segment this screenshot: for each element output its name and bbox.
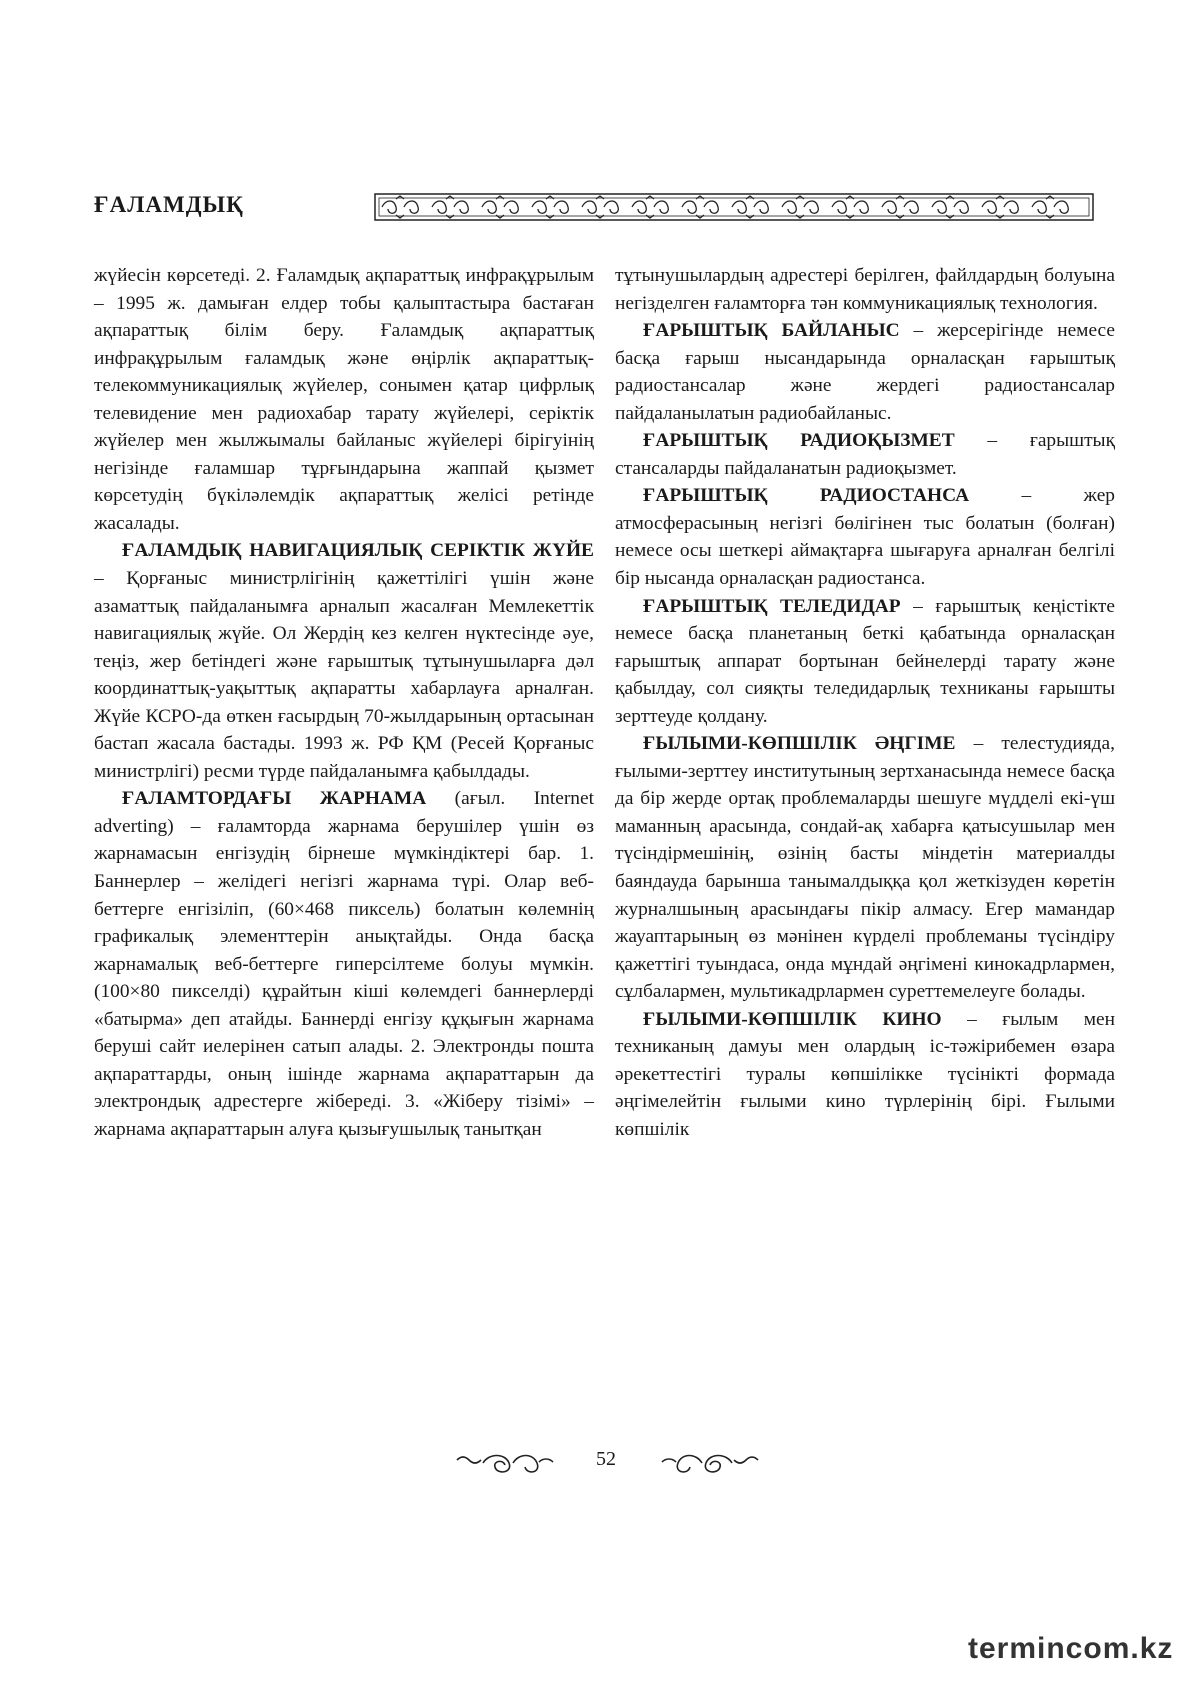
page-number: 52 [596,1448,616,1470]
entry-text: – ғылым мен техниканың дамуы мен олардың іс-тәжірибемен өзара әрекеттестігі туралы көпшілікке түсінікті формада әңгімелейтін ғылыми кино түрлерінің бірі. Ғылыми көпшілік [615,1008,1115,1140]
entry-text: жүйесін көрсетеді. 2. Ғаламдық ақпараттық инфрақұрылым – 1995 ж. дамыған елдер тобы қалыптастыра бастаған ақпараттық білім беру. Ғаламдық ақпараттық инфрақұрылым ғаламдық және өңірлік ақпараттық-телекоммуникациялық жүйелер, сонымен қатар цифрлық телевидение мен радиохабар тарату жүйелері, серіктік жүйелер мен жылжымалы байланыс жүйелері бірігуінің негізінде ғаламшар тұрғындарына жаппай қызмет көрсетудің бүкіләлемдік ақпараттық желісі ретінде жасалады. [94,265,594,534]
paragraph [615,730,1115,1005]
entry-text: – ғарыштық стансаларды пайдаланатын радиоқызмет. [615,430,1116,479]
right-column [615,262,1115,1144]
entry-text: – жерсерігінде немесе басқа ғарыш нысандарында орналасқан ғарыштық радиостансалар және жердегі радиостансалар пайдаланылатын радиобайланыс. [615,320,1115,424]
entry-term: ҒЫЛЫМИ-КӨПШІЛІК ӘҢГІМЕ [643,733,956,755]
entry-text: – жер атмосферасының негізгі бөлігінен тыс болатын (болған) немесе осы шеткері аймақтарға шығаруға арналған белгілі бір нысанда орналасқан радиостанса. [615,485,1115,590]
entry-term: ҒАРЫШТЫҚ БАЙЛАНЫС [643,320,900,342]
site-watermark: termincom.kz [968,1632,1174,1665]
paragraph [615,593,1115,731]
page-footer [0,1448,1191,1478]
entry-term: ҒЫЛЫМИ-КӨПШІЛІК КИНО [643,1008,942,1030]
entry-text: – ғарыштық кеңістікте немесе басқа планетаның беткі қабатында орналасқан ғарыштық аппарат бортынан бейнелерді тарату және қабылдау, сол сияқты теледидарлық техниканы ғарышты зерттеуде қолдану. [615,595,1115,727]
footer-ornament-right-icon [660,1450,760,1476]
entry-term: ҒАРЫШТЫҚ РАДИОСТАНСА [643,485,970,507]
entry-term: ҒАЛАМДЫҚ НАВИГАЦИЯЛЫҚ СЕРІКТІК ЖҮЙЕ [122,540,594,562]
running-header [94,190,1094,226]
paragraph [615,317,1115,427]
paragraph [615,427,1115,482]
entry-text: – Қорғаныс министрлігінің қажеттілігі үшін және азаматтық пайдаланымға арналып жасалған Мемлекеттік навигациялық жүйе. Ол Жердің кез келген нүктесінде әуе, теңіз, жер бетіндегі және ғарыштық тұтынушыларға дәл координаттық-уақыттық ақпаратты хабарлауға арналған. Жүйе КСРО-да өткен ғасырдың 70-жылдарының ортасынан бастап жасала бастады. 1993 ж. РФ ҚМ (Ресей Қорғаныс министрлігі) ресми түрде пайдаланымға қабылдады. [94,568,594,782]
entry-text: – телестудияда, ғылыми-зерттеу институтының зертханасында немесе басқа да бір жерде ортақ проблемаларды шешуге мүдделі екі-үш маманның арасында, сондай-ақ хабарға қатысушылар мен түсіндірмешінің, өзінің басты міндетін материалды баяндауда барынша танымалдыққа қол жеткізуден көретін журналшының арасындағы пікір алмасу. Егер мамандар жауаптарының өз мәнінен күрделі проблеманы түсіндіру қажеттігі туындаса, онда мұндай әңгімені кинокадрлармен, сұлбалармен, мультикадрлармен суреттемелеуге болады. [615,733,1115,1003]
entry-text: тұтынушылардың адрестері берілген, файлдардың болуына негізделген ғаламторға тән коммуникациялық технология. [615,265,1115,314]
entry-term: ҒАРЫШТЫҚ ТЕЛЕДИДАР [643,595,901,617]
entry-term: ҒАЛАМТОРДАҒЫ ЖАРНАМА [122,788,427,810]
paragraph [94,262,594,537]
paragraph [94,537,594,785]
footer-ornament-left-icon [455,1450,555,1476]
entry-text: (ағыл. Internet adverting) – ғаламторда жарнама берушілер үшін өз жарнамасын енгізудің бірнеше мүмкіндіктері бар. 1. Баннерлер – желідегі негізгі жарнама түрі. Олар веб-беттерге енгізіліп, (60×468 пиксель) болатын көлемнің графикалық элементтерін анықтайды. Онда басқа жарнамалық веб-беттерге гиперсілтеме болуы мүмкін. (100×80 пикселді) құрайтын кіші көлемдегі баннерлерді «батырма» деп атайды. Баннерді енгізу құқығын жарнама беруші сайт иелерінен сатып алады. 2. Электронды пошта ақпараттарды, оның ішінде жарнама ақпараттарын да электрондық адрестерге жібереді. 3. «Жіберу тізімі» – жарнама ақпараттарын алуға қызығушылық танытқан [94,788,594,1140]
paragraph [94,785,594,1143]
paragraph [615,482,1115,592]
running-header-title: ҒАЛАМДЫҚ [94,192,244,217]
paragraph [615,1006,1115,1144]
ornament-band [374,190,1094,224]
paragraph [615,262,1115,317]
left-column [94,262,594,1144]
entry-term: ҒАРЫШТЫҚ РАДИОҚЫЗМЕТ [643,430,955,452]
